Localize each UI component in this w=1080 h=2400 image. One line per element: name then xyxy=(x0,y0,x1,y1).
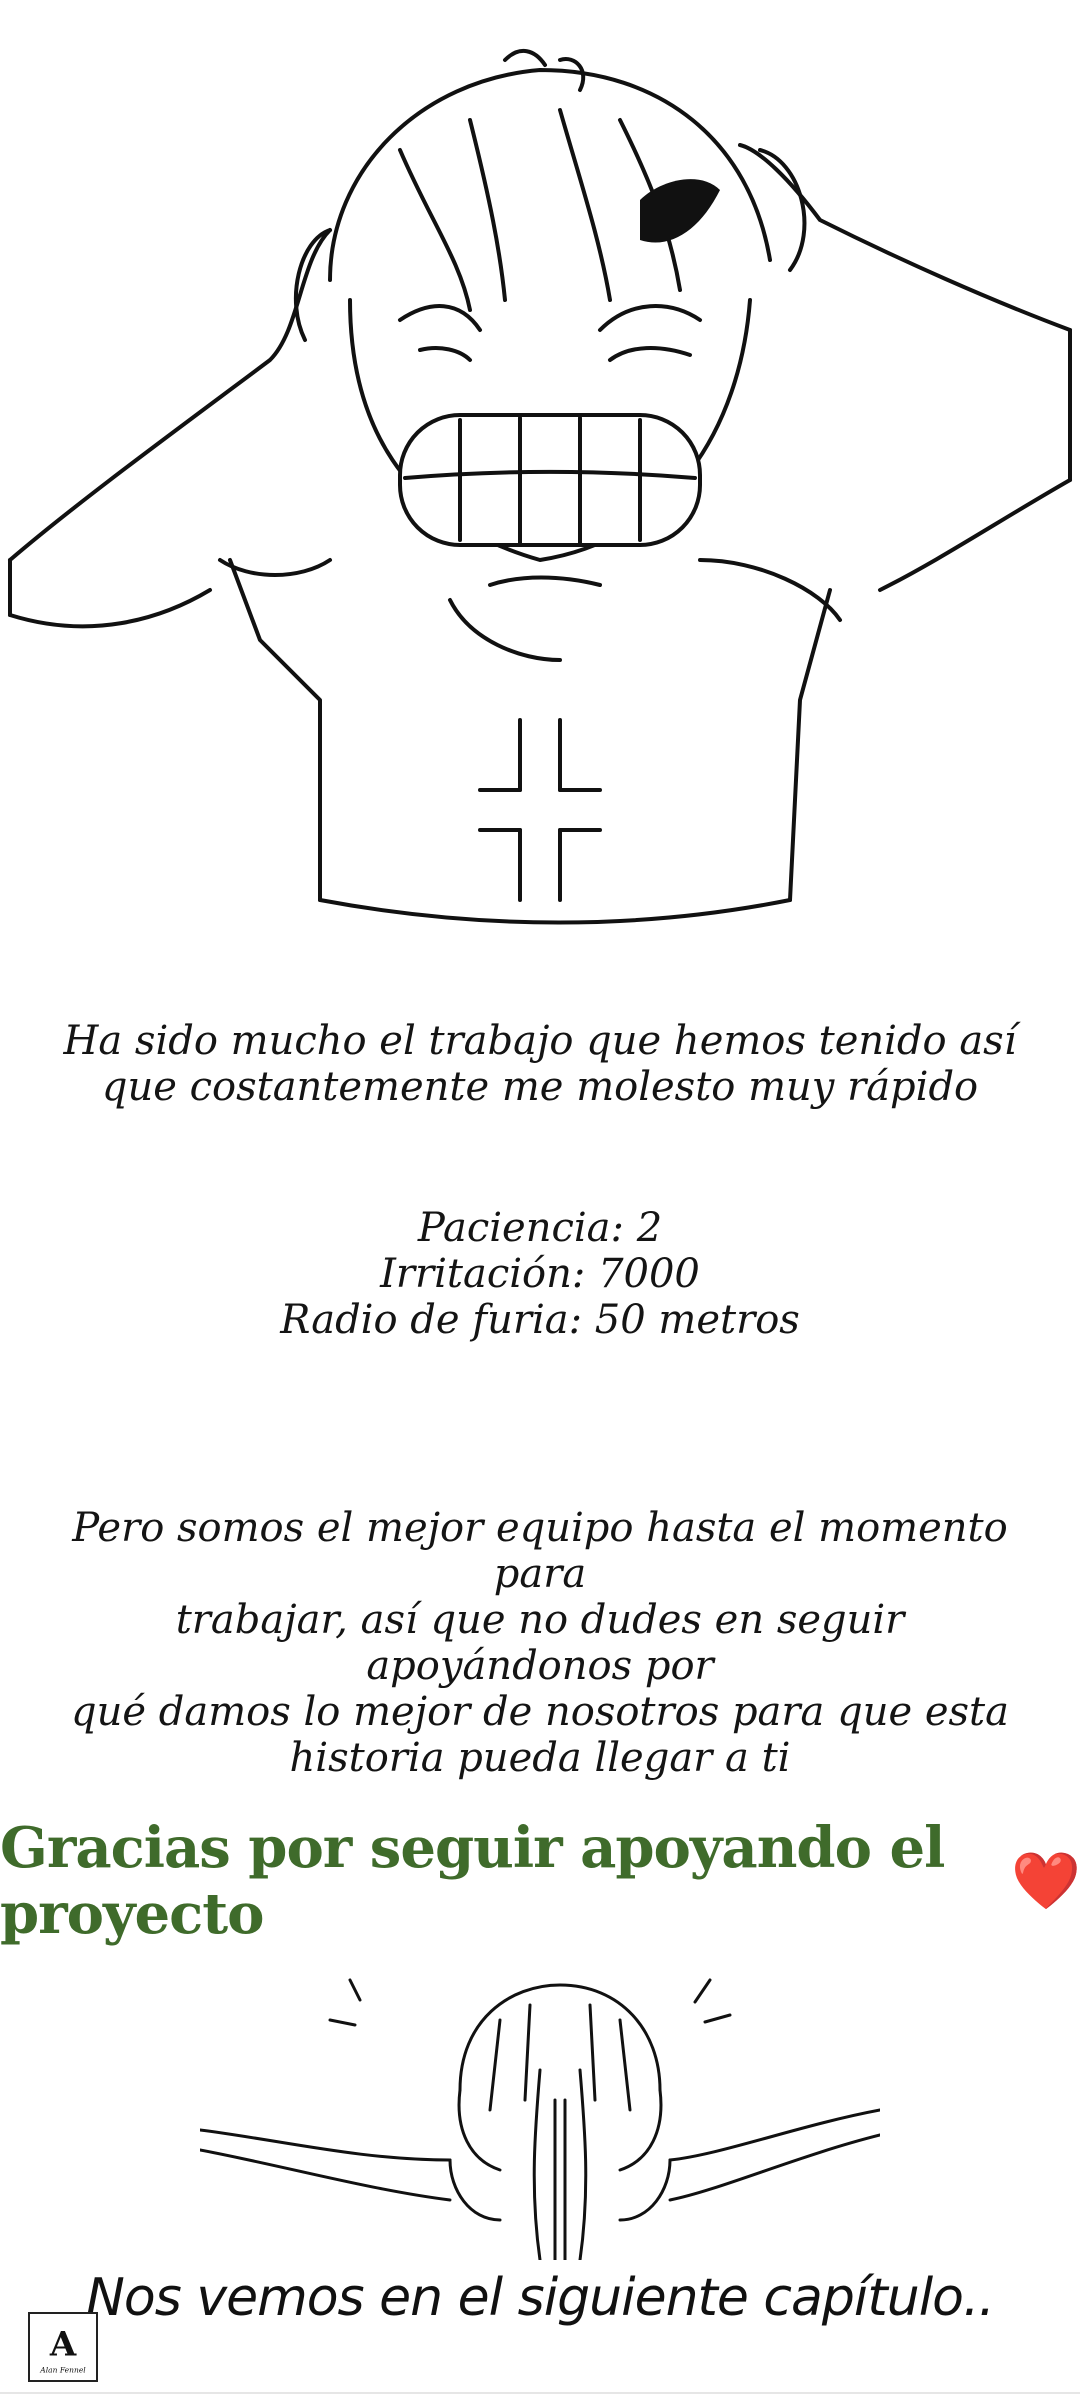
stat-patience: Paciencia: 2 xyxy=(417,1205,663,1251)
signature-script: Alan Fennel xyxy=(40,2365,86,2375)
outro-line: trabajar, así que no dudes en seguir apoyándonos por xyxy=(175,1597,905,1689)
farewell-text: Nos vemos en el siguiente capítulo.. xyxy=(85,2268,995,2328)
intro-line: que costantemente me molesto muy rápido xyxy=(101,1064,979,1110)
outro-line: qué damos lo mejor de nosotros para que esta xyxy=(71,1689,1009,1735)
stats-list xyxy=(60,1205,1020,1343)
praying-kid-illustration xyxy=(200,1960,880,2260)
thanks-banner xyxy=(0,1815,1080,1947)
signature-logo xyxy=(28,2312,98,2382)
outro-line: historia pueda llegar a ti xyxy=(289,1735,791,1781)
outro-paragraph xyxy=(40,1505,1040,1781)
stat-irritation: Irritación: 7000 xyxy=(380,1251,700,1297)
intro-paragraph xyxy=(60,1018,1020,1110)
heart-icon: ❤️ xyxy=(1011,1848,1080,1914)
outro-line: Pero somos el mejor equipo hasta el momento para xyxy=(72,1505,1008,1597)
intro-line: Ha sido mucho el trabajo que hemos tenido así xyxy=(63,1018,1017,1064)
thanks-text: Gracias por seguir apoyando el proyecto xyxy=(0,1815,945,1947)
bottom-divider xyxy=(0,2392,1080,2394)
signature-letter: A xyxy=(49,2324,77,2365)
stat-fury-radius: Radio de furia: 50 metros xyxy=(280,1297,800,1343)
angry-kid-illustration xyxy=(0,0,1080,960)
